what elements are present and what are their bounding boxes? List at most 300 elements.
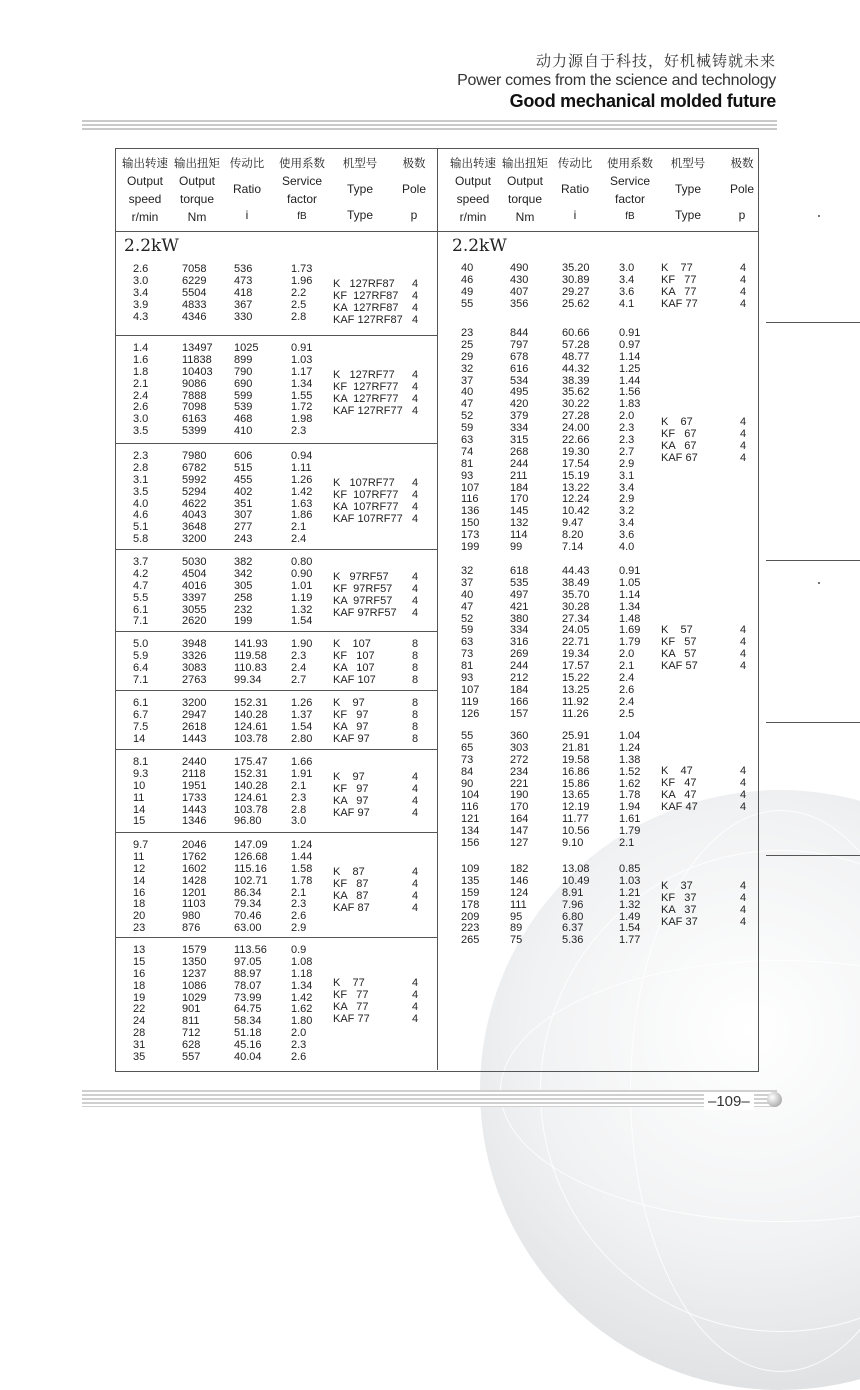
ratio-column-value: 10.49 [562,874,590,887]
speed-column-value: 265 [461,934,480,947]
group-separator [766,560,860,561]
torque-column-value: 4622 [182,497,207,510]
speed-column-value: 5.1 [133,521,149,534]
ratio-column-value: 57.28 [562,338,590,351]
torque-column-value: 184 [510,481,529,494]
ratio-column-value: 22.71 [562,636,590,649]
torque-column-value: 111 [510,898,527,911]
column-header-cn: 机型号 [342,156,378,170]
ratio-column-value: 13.25 [562,683,590,696]
type-column-value: K 97 [333,771,365,783]
speed-column-value: 52 [461,410,474,423]
torque-column-value: 2440 [182,756,207,768]
torque-column-value: 497 [510,588,529,601]
torque-column [182,945,206,1064]
speed-column-value: 37 [461,374,474,387]
margin-mark [818,582,820,584]
speed-column-value: 6.1 [133,603,149,616]
torque-column-value: 11838 [182,353,212,366]
column-header-en: Service [609,174,650,188]
pole-column-value: 4 [740,788,747,801]
type-column-value: KAF 47 [661,800,698,813]
pole-column-value: 4 [740,765,747,777]
column-header-en: Pole [401,182,427,196]
pole-column-value: 4 [412,877,419,890]
torque-column-value: 5399 [182,425,207,438]
torque-column-value: 3200 [182,697,207,709]
ratio-column-value: 124.61 [234,720,268,733]
type-column [661,417,698,465]
service-factor-column-value: 3.4 [619,517,635,530]
service-factor-column [291,343,312,438]
speed-column-value: 223 [461,922,480,935]
service-factor-column-value: 0.9 [291,944,307,956]
service-factor-column-value: 2.1 [291,886,307,899]
type-column-value: K 77 [333,977,365,989]
torque-column-value: 421 [510,600,529,613]
torque-column-value: 844 [510,327,529,339]
torque-column-value: 1029 [182,991,207,1004]
speed-column-value: 8.1 [133,756,149,768]
pole-column [412,478,418,526]
column-header-en: torque [179,192,215,206]
ratio-column-value: 97.05 [234,955,262,968]
service-factor-column-value: 1.54 [291,615,313,628]
type-column-value: KF 107RF77 [333,488,399,501]
pole-column-value: 4 [412,512,419,525]
ratio-column-value: 16.86 [562,765,590,778]
ratio-column-value: 410 [234,425,253,438]
service-factor-column-value: 2.4 [619,672,635,685]
speed-column-value: 59 [461,624,474,637]
torque-column-value: 272 [510,753,529,766]
margin-mark [818,215,820,217]
pole-column [412,772,418,820]
column-header-en: Service [281,174,322,188]
service-factor-column-value: 1.98 [291,413,313,426]
torque-column [510,864,528,947]
ratio-column-value: 15.86 [562,777,590,790]
speed-column-value: 116 [461,493,479,506]
torque-column-value: 184 [510,683,529,696]
torque-column-value: 360 [510,730,529,742]
speed-column-value: 90 [461,777,474,790]
speed-column-value: 9.7 [133,839,149,851]
service-factor-column [291,451,312,546]
torque-column-value: 1951 [182,779,207,792]
torque-column [182,343,213,438]
speed-column-value: 1.4 [133,342,149,354]
speed-column-value: 5.9 [133,649,149,662]
speed-column-value: 134 [461,825,480,838]
torque-column-value: 3948 [182,638,207,650]
speed-column-value: 31 [133,1039,146,1052]
ratio-column-value: 9.10 [562,837,584,850]
type-column-value: KA 77 [661,285,697,298]
speed-column-value: 5.8 [133,533,149,546]
torque-column-value: 379 [510,410,529,423]
ratio-column-value: 38.49 [562,576,590,589]
type-column-value: KAF 37 [661,915,698,928]
ratio-column-value: 342 [234,567,253,580]
torque-column-value: 334 [510,422,529,435]
speed-column [133,557,148,628]
service-factor-column-value: 0.91 [619,565,641,577]
column-header-en: Ratio [232,182,261,196]
ratio-column-value: 103.78 [234,732,268,745]
torque-column-value: 315 [510,434,529,447]
footer-stripes [82,1090,777,1107]
ratio-column-value: 113.56 [234,944,267,956]
torque-column-value: 5992 [182,473,207,486]
type-column-value: KF 127RF87 [333,289,399,302]
ratio-column-value: 418 [234,286,253,299]
column-header-unit: Type [674,208,701,222]
column-header-en: Output [506,174,544,188]
service-factor-column-value: 1.54 [619,922,641,935]
torque-column-value: 3083 [182,661,207,674]
table-divider [437,148,438,1070]
pole-column-value: 4 [412,571,419,583]
speed-column [133,264,148,323]
speed-column [133,698,148,746]
service-factor-column-value: 1.55 [291,389,313,402]
torque-column-value: 1443 [182,803,207,816]
type-column-value: K 127RF87 [333,278,395,290]
service-factor-column-value: 0.91 [619,327,641,339]
speed-column-value: 178 [461,898,480,911]
group-separator [115,832,437,833]
torque-column-value: 166 [510,695,529,708]
ratio-column-value: 99.34 [234,673,262,686]
type-column [661,263,698,311]
ratio-column-value: 6.80 [562,910,584,923]
torque-column-value: 4043 [182,509,207,522]
ratio-column-value: 152.31 [234,697,268,709]
speed-column [461,566,479,721]
service-factor-column-value: 2.0 [291,1027,307,1040]
type-column [333,867,370,915]
power-label-left: 2.2kW [124,236,179,256]
torque-column-value: 490 [510,262,529,274]
ratio-column-value: 15.22 [562,672,590,685]
ratio-column-value: 1025 [234,342,259,354]
pole-column-value: 4 [740,800,747,813]
service-factor-column-value: 0.80 [291,556,313,568]
column-header-cn: 极数 [730,156,754,170]
torque-column-value: 212 [510,672,529,685]
type-column-value: KF 87 [333,877,369,890]
type-column-value: KA 77 [333,1000,369,1013]
type-column-value: KAF 107 [333,673,376,686]
ratio-column-value: 24.05 [562,624,590,637]
service-factor-column-value: 1.44 [291,850,313,863]
type-column-value: KAF 107RF77 [333,512,403,525]
pole-column [740,766,746,814]
group-separator [115,443,437,444]
ratio-column-value: 147.09 [234,839,268,851]
torque-column-value: 430 [510,273,529,286]
type-column [661,625,698,673]
type-column-value: KAF 87 [333,901,370,914]
service-factor-column [291,757,312,828]
torque-column-value: 95 [510,910,523,923]
pole-column-value: 4 [740,439,747,452]
column-header-cn: 极数 [402,156,426,170]
ratio-column-value: 48.77 [562,350,590,363]
torque-column-value: 5030 [182,556,207,568]
column-header-unit: i [573,208,577,222]
type-column-value: KAF 97RF57 [333,606,397,619]
speed-column-value: 24 [133,1015,146,1028]
column-header-cn: 输出转速 [450,156,496,170]
ratio-column-value: 124.61 [234,791,268,804]
ratio-column-value: 258 [234,591,253,604]
service-factor-column-value: 1.78 [619,789,641,802]
service-factor-column-value: 1.25 [619,362,641,375]
ratio-column-value: 599 [234,389,253,402]
column-header-en: speed [456,192,490,206]
service-factor-column-value: 2.0 [619,410,635,423]
ratio-column [562,731,590,850]
service-factor-column [619,864,640,947]
torque-column-value: 127 [510,837,529,850]
service-factor-column-value: 3.4 [619,273,635,286]
pole-column [412,639,418,687]
speed-column [133,343,148,438]
pole-column-value: 4 [412,806,419,819]
service-factor-column-value: 2.4 [291,661,307,674]
ratio-column-value: 199 [234,615,253,628]
type-column-value: KA 97 [333,720,369,733]
torque-column-value: 9086 [182,377,207,390]
ratio-column [234,698,268,746]
ratio-column [562,566,590,721]
service-factor-column [291,639,312,687]
service-factor-column-value: 2.7 [619,445,635,458]
service-factor-column-value: 0.94 [291,450,313,462]
ratio-column-value: 140.28 [234,708,268,721]
speed-column-value: 35 [133,1051,146,1064]
torque-column-value: 221 [510,777,529,790]
ratio-column-value: 367 [234,298,253,311]
torque-column-value: 797 [510,338,529,351]
type-column-value: K 87 [333,866,365,878]
speed-column-value: 52 [461,612,474,625]
service-factor-column-value: 1.03 [619,874,641,887]
ratio-column-value: 29.27 [562,285,590,298]
ratio-column-value: 45.16 [234,1039,262,1052]
torque-column-value: 2947 [182,708,207,721]
service-factor-column-value: 1.08 [291,955,313,968]
type-column [333,572,397,620]
column-header-unit: Nm [515,210,535,224]
torque-column-value: 811 [182,1015,200,1028]
column-header-en: Pole [729,182,755,196]
type-column-value: KAF 67 [661,451,698,464]
torque-column-value: 356 [510,297,529,310]
ratio-column [234,945,267,1064]
pole-column-value: 4 [412,289,419,302]
type-column-value: K 77 [661,262,693,274]
speed-column-value: 59 [461,422,474,435]
type-column-value: KF 37 [661,891,697,904]
pole-column-value: 4 [412,977,419,989]
speed-column-value: 81 [461,660,474,673]
service-factor-column [619,263,634,311]
service-factor-column-value: 2.3 [291,898,307,911]
column-header-en: factor [614,192,645,206]
torque-column-value: 7098 [182,401,207,414]
service-factor-column-value: 1.24 [619,741,641,754]
speed-column-value: 3.1 [133,473,149,486]
torque-column-value: 99 [510,541,523,554]
type-column-value: KF 77 [661,273,697,286]
ratio-column-value: 44.43 [562,565,590,577]
torque-column-value: 618 [510,565,529,577]
service-factor-column-value: 1.26 [291,473,313,486]
pole-column-value: 8 [412,661,419,674]
pole-column-value: 4 [740,776,747,789]
service-factor-column-value: 0.90 [291,567,313,580]
speed-column-value: 3.9 [133,298,149,311]
column-header-en: Ratio [560,182,589,196]
service-factor-column-value: 1.48 [619,612,641,625]
type-column-value: KA 127RF77 [333,392,399,405]
torque-column-value: 334 [510,624,529,637]
type-column-value: KA 37 [661,903,697,916]
ratio-column-value: 88.97 [234,967,262,980]
service-factor-column-value: 2.2 [291,286,307,299]
torque-column-value: 3200 [182,533,207,546]
speed-column-value: 23 [461,327,474,339]
speed-column-value: 209 [461,910,480,923]
pole-column-value: 4 [740,659,747,672]
group-separator [115,631,437,632]
pole-column-value: 4 [740,427,747,440]
speed-column [461,263,473,311]
torque-column-value: 170 [510,493,529,506]
column-header-cn: 传动比 [229,156,265,170]
service-factor-column [291,945,312,1064]
speed-column-value: 49 [461,285,474,298]
pole-column-value: 8 [412,638,419,650]
pole-column-value: 4 [412,488,419,501]
torque-column-value: 901 [182,1003,201,1016]
group-separator [115,749,437,750]
speed-column-value: 6.7 [133,708,149,721]
torque-column-value: 269 [510,648,529,661]
ratio-column-value: 96.80 [234,815,262,828]
speed-column-value: 5.5 [133,591,149,604]
torque-column-value: 170 [510,801,529,814]
torque-column [182,757,206,828]
type-column-value: KF 97RF57 [333,582,393,595]
pole-column [412,279,418,327]
service-factor-column-value: 1.79 [619,636,641,649]
column-header-en: Output [454,174,492,188]
speed-column [133,945,145,1064]
pole-column-value: 4 [740,635,747,648]
group-separator [115,335,437,336]
column-header-unit: p [738,208,746,222]
type-column-value: KA 87 [333,889,369,902]
ratio-column-value: 536 [234,263,253,275]
service-factor-column-value: 1.42 [291,485,313,498]
pole-column-value: 4 [740,647,747,660]
service-factor-column-value: 1.34 [291,979,313,992]
pole-column-value: 4 [412,477,419,489]
speed-column-value: 18 [133,979,146,992]
type-column-value: KA 97RF57 [333,594,393,607]
ratio-column-value: 64.75 [234,1003,262,1016]
service-factor-column-value: 2.4 [619,695,635,708]
pole-column-value: 4 [412,988,419,1001]
speed-column-value: 7.5 [133,720,149,733]
ratio-column-value: 12.19 [562,801,590,814]
torque-column-value: 1602 [182,862,207,875]
column-header-en: speed [128,192,162,206]
torque-column-value: 1237 [182,967,207,980]
ratio-column-value: 13.65 [562,789,590,802]
column-header-cn: 输出扭矩 [502,156,548,170]
ratio-column-value: 10.56 [562,825,590,838]
speed-column-value: 2.8 [133,461,149,474]
pole-column-value: 4 [412,889,419,902]
group-separator [766,722,860,723]
ratio-column-value: 5.36 [562,934,584,947]
group-separator [766,855,860,856]
pole-column-value: 4 [412,771,419,783]
service-factor-column [619,731,640,850]
service-factor-column-value: 2.3 [291,791,307,804]
service-factor-column-value: 3.6 [619,529,635,542]
pole-column-value: 4 [740,285,747,298]
ratio-column-value: 35.70 [562,588,590,601]
ratio-column-value: 22.66 [562,434,590,447]
service-factor-column-value: 1.42 [291,991,313,1004]
pole-column-value: 4 [412,794,419,807]
service-factor-column [291,840,312,935]
torque-column-value: 244 [510,660,529,673]
ratio-column-value: 8.91 [562,886,584,899]
speed-column-value: 15 [133,955,146,968]
speed-column [133,757,148,828]
ratio-column-value: 63.00 [234,922,262,935]
torque-column-value: 114 [510,529,528,542]
type-column-value: KAF 97 [333,806,370,819]
torque-column-value: 495 [510,386,529,399]
torque-column-value: 4504 [182,567,207,580]
group-separator [115,549,437,550]
ratio-column-value: 13.08 [562,863,590,875]
column-header-en: factor [286,192,317,206]
torque-column-value: 1579 [182,944,207,956]
torque-column [510,328,528,554]
type-column-value: K 127RF77 [333,369,395,381]
pole-column [412,698,418,746]
speed-column-value: 119 [461,695,479,708]
ratio-column-value: 7.96 [562,898,584,911]
speed-column-value: 1.6 [133,353,149,366]
speed-column-value: 150 [461,517,480,530]
service-factor-column-value: 1.11 [291,461,312,474]
torque-column-value: 75 [510,934,523,947]
speed-column-value: 116 [461,801,479,814]
ratio-column-value: 232 [234,603,253,616]
speed-column-value: 6.4 [133,661,149,674]
service-factor-column-value: 1.32 [619,898,641,911]
